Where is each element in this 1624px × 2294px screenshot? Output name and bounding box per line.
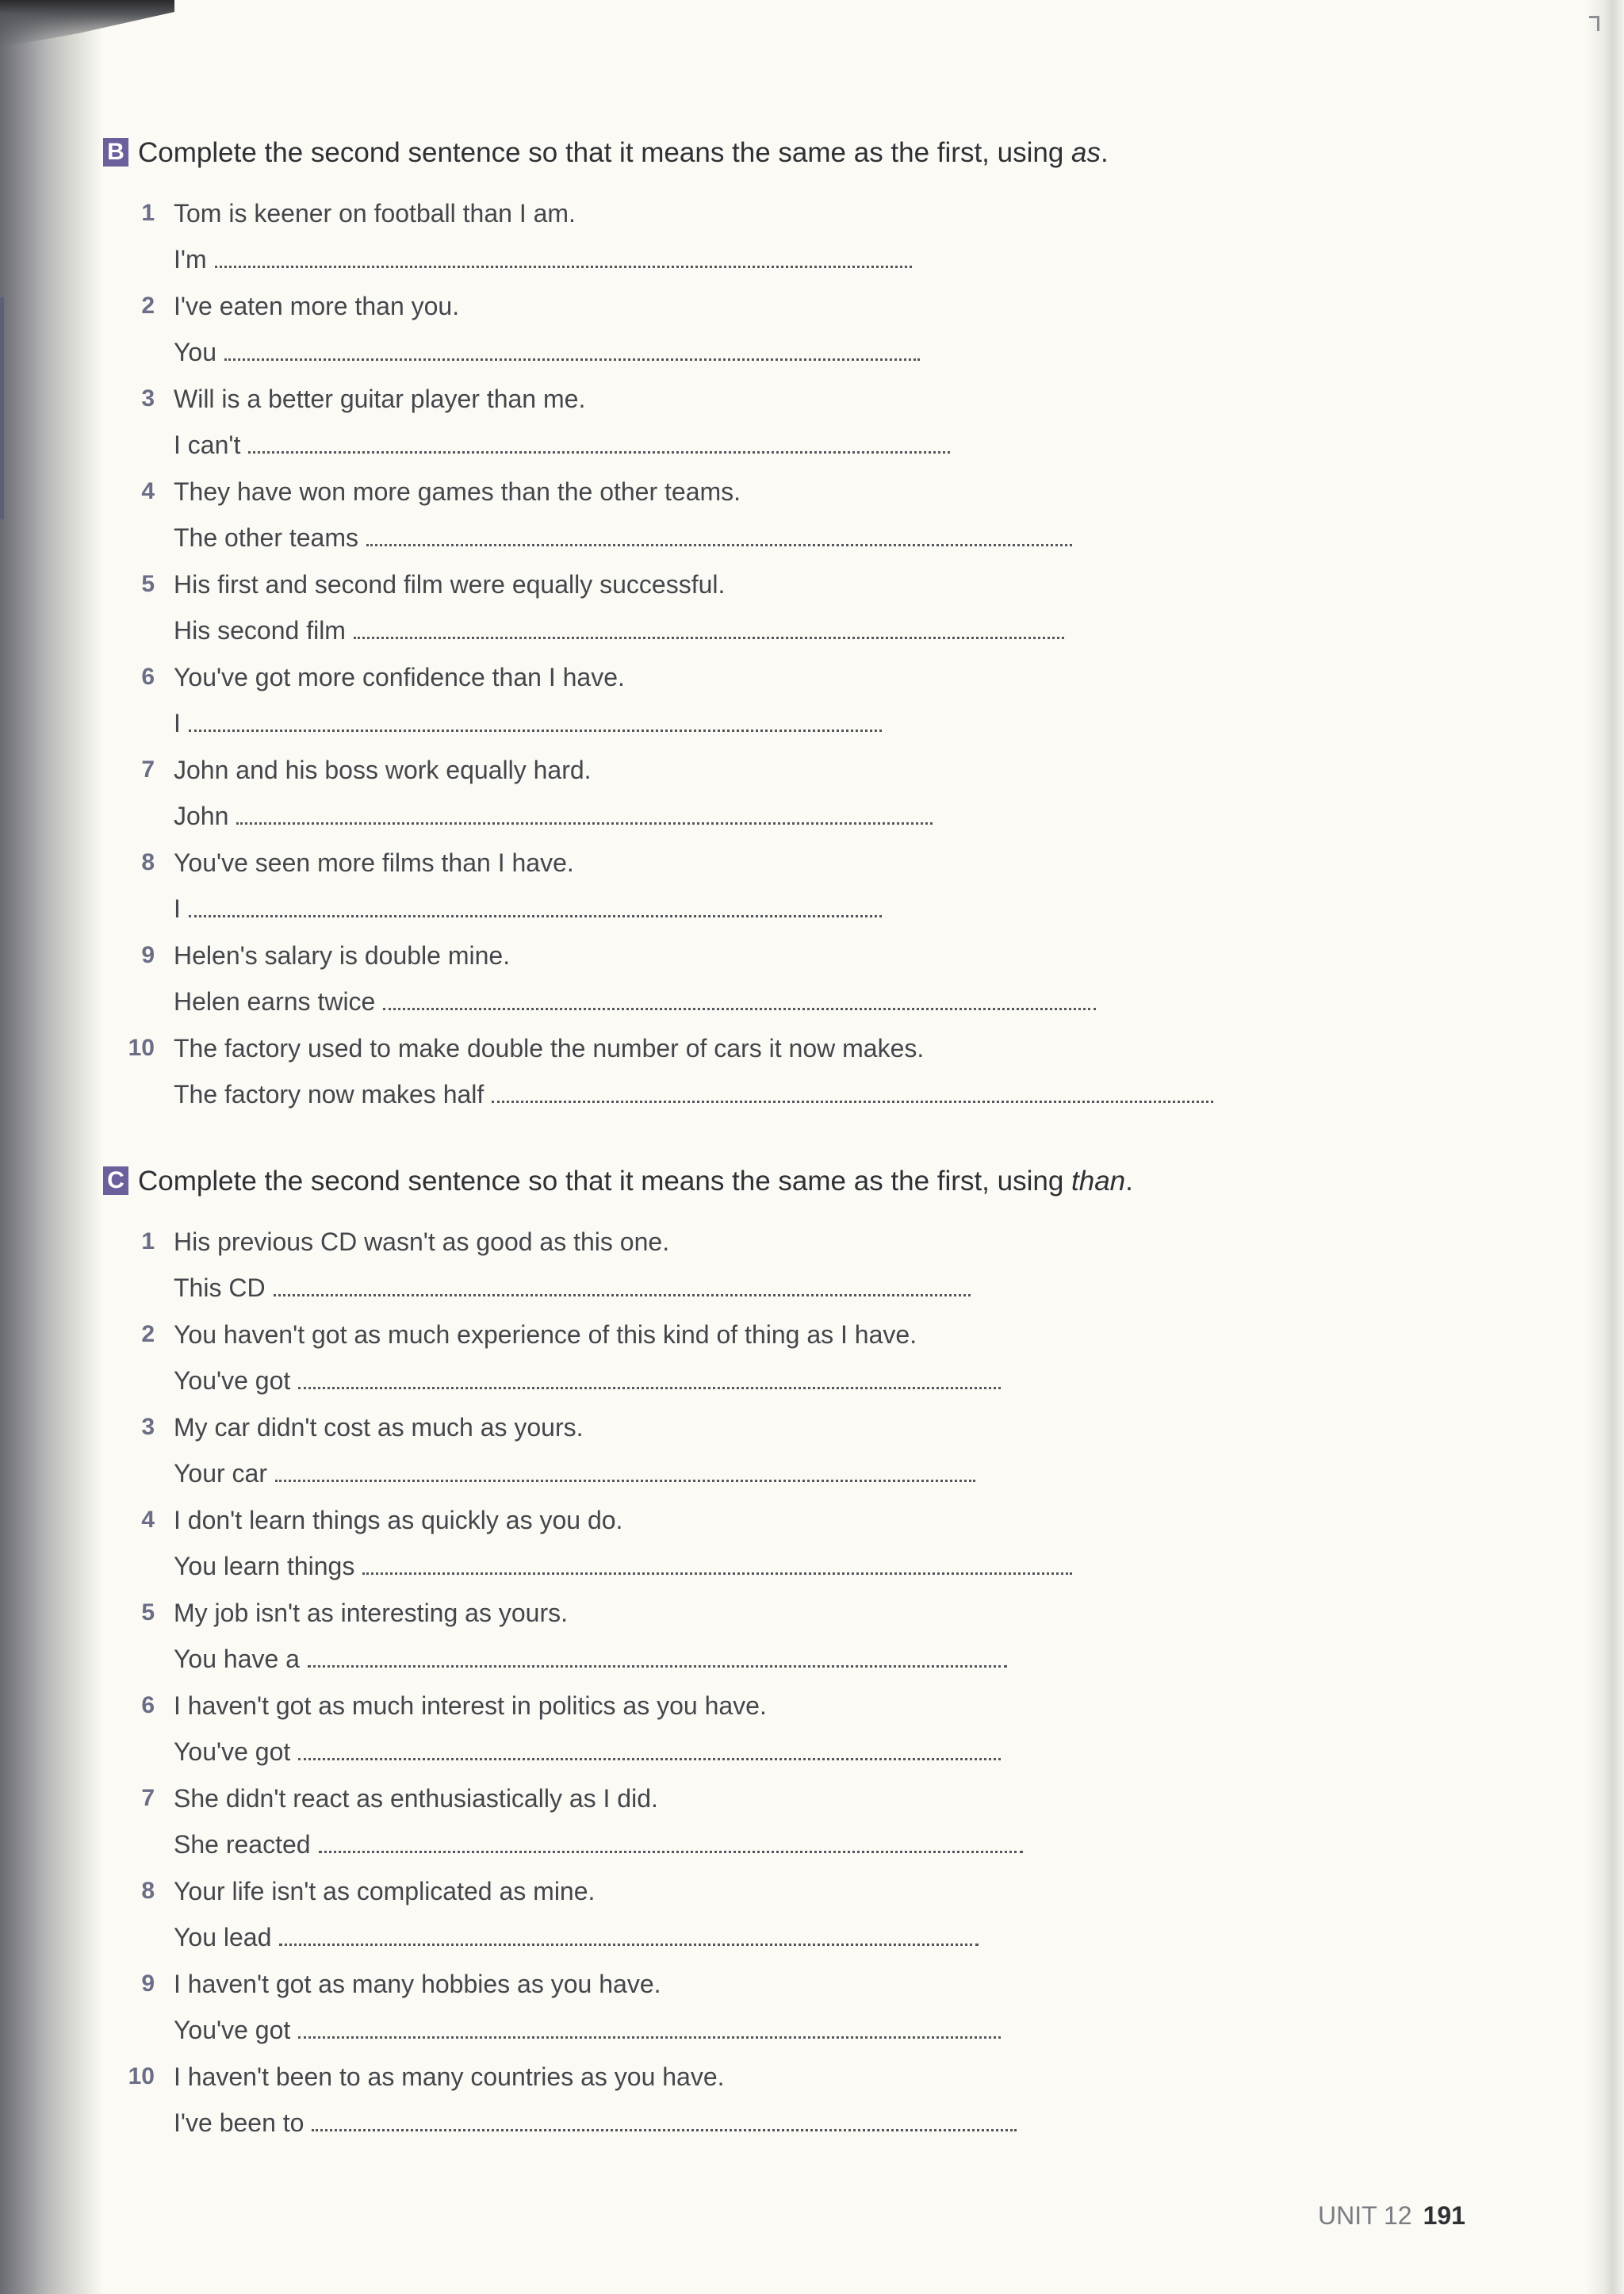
item-sentence: John and his boss work equally hard. bbox=[174, 756, 592, 784]
exercise-item bbox=[103, 1411, 1372, 1504]
answer-blank[interactable] bbox=[298, 2035, 1001, 2039]
item-sentence: Tom is keener on football than I am. bbox=[174, 199, 576, 228]
answer-line[interactable] bbox=[174, 1457, 975, 1489]
item-sentence: Helen's salary is double mine. bbox=[174, 941, 511, 970]
exercise-item bbox=[103, 1968, 1372, 2061]
item-sentence: His previous CD wasn't as good as this one. bbox=[174, 1227, 670, 1256]
exercise-item bbox=[103, 2061, 1372, 2154]
exercise-item bbox=[103, 569, 1372, 661]
edge-mark bbox=[0, 297, 4, 519]
answer-blank[interactable] bbox=[189, 728, 882, 732]
exercise-c-badge: C bbox=[103, 1166, 128, 1195]
item-sentence: She didn't react as enthusiastically as I did. bbox=[174, 1784, 658, 1813]
exercise-item bbox=[103, 1783, 1372, 1875]
page-edge bbox=[1586, 0, 1624, 2294]
answer-blank[interactable] bbox=[362, 1571, 1072, 1575]
exercise-item bbox=[103, 1319, 1372, 1411]
instruction-end: . bbox=[1101, 137, 1109, 168]
answer-line[interactable] bbox=[174, 429, 950, 461]
exercise-item bbox=[103, 383, 1372, 476]
answer-line[interactable] bbox=[174, 986, 1096, 1017]
answer-blank[interactable] bbox=[492, 1099, 1213, 1103]
answer-blank[interactable] bbox=[354, 635, 1064, 639]
exercise-item bbox=[103, 1226, 1372, 1319]
answer-blank[interactable] bbox=[215, 264, 912, 268]
answer-prompt: Helen earns twice bbox=[174, 987, 376, 1016]
item-number: 7 bbox=[141, 756, 155, 783]
answer-prompt: I bbox=[174, 894, 181, 923]
exercise-c-items bbox=[103, 1226, 1372, 2154]
item-sentence: I haven't been to as many countries as you have. bbox=[174, 2062, 725, 2091]
answer-prompt: You've got bbox=[174, 1366, 291, 1395]
answer-blank[interactable] bbox=[275, 1478, 975, 1482]
corner-tick bbox=[1589, 16, 1599, 31]
answer-prompt: I'm bbox=[174, 245, 207, 274]
item-sentence: You've got more confidence than I have. bbox=[174, 663, 625, 691]
answer-prompt: The factory now makes half bbox=[174, 1080, 485, 1109]
answer-blank[interactable] bbox=[366, 542, 1072, 546]
exercise-item bbox=[103, 847, 1372, 940]
answer-prompt: I bbox=[174, 709, 181, 737]
item-sentence: Will is a better guitar player than me. bbox=[174, 385, 586, 413]
item-number: 5 bbox=[141, 1599, 155, 1626]
answer-blank[interactable] bbox=[319, 1849, 1023, 1853]
answer-blank[interactable] bbox=[274, 1293, 971, 1296]
item-number: 8 bbox=[141, 849, 155, 875]
answer-line[interactable] bbox=[174, 1921, 979, 1953]
exercise-item bbox=[103, 1875, 1372, 1968]
instruction-keyword: than bbox=[1071, 1166, 1126, 1197]
answer-line[interactable] bbox=[174, 1736, 1001, 1767]
instruction-text: Complete the second sentence so that it means the same as the first, using bbox=[138, 1166, 1072, 1197]
exercise-item bbox=[103, 1504, 1372, 1597]
page-number: 191 bbox=[1423, 2201, 1465, 2230]
exercise-item bbox=[103, 754, 1372, 847]
answer-line[interactable] bbox=[174, 522, 1072, 553]
answer-line[interactable] bbox=[174, 243, 912, 275]
instruction-keyword: as bbox=[1071, 137, 1101, 168]
instruction-end: . bbox=[1125, 1166, 1133, 1197]
item-number: 1 bbox=[141, 200, 155, 226]
answer-prompt: John bbox=[174, 802, 229, 830]
item-number: 2 bbox=[141, 1321, 155, 1347]
unit-label: UNIT 12 bbox=[1318, 2201, 1412, 2230]
item-number: 4 bbox=[141, 478, 155, 504]
answer-prompt: I can't bbox=[174, 431, 241, 459]
item-sentence: My car didn't cost as much as yours. bbox=[174, 1413, 584, 1442]
answer-line[interactable] bbox=[174, 615, 1064, 646]
exercise-item bbox=[103, 661, 1372, 754]
answer-prompt: The other teams bbox=[174, 523, 358, 552]
exercise-item bbox=[103, 1597, 1372, 1690]
answer-prompt: You learn things bbox=[174, 1552, 355, 1580]
answer-prompt: You bbox=[174, 338, 216, 366]
answer-blank[interactable] bbox=[298, 1385, 1001, 1389]
item-sentence: I haven't got as much interest in politics as you have. bbox=[174, 1691, 767, 1720]
answer-prompt: Your car bbox=[174, 1459, 267, 1488]
item-number: 7 bbox=[141, 1785, 155, 1811]
answer-line[interactable] bbox=[174, 2107, 1017, 2139]
answer-line[interactable] bbox=[174, 1272, 971, 1304]
exercise-c bbox=[103, 1166, 1372, 2154]
answer-prompt: You've got bbox=[174, 2016, 291, 2044]
answer-line[interactable] bbox=[174, 1550, 1072, 1582]
binding-shadow bbox=[0, 0, 103, 2294]
answer-blank[interactable] bbox=[248, 450, 950, 454]
item-number: 5 bbox=[141, 571, 155, 597]
item-number: 8 bbox=[141, 1878, 155, 1904]
item-number: 6 bbox=[141, 1692, 155, 1718]
answer-line[interactable] bbox=[174, 707, 882, 739]
item-sentence: They have won more games than the other teams. bbox=[174, 477, 741, 506]
item-number: 10 bbox=[128, 2063, 155, 2089]
instruction-text: Complete the second sentence so that it means the same as the first, using bbox=[138, 137, 1072, 168]
answer-prompt: I've been to bbox=[174, 2108, 304, 2137]
answer-blank[interactable] bbox=[189, 913, 882, 917]
item-sentence: I haven't got as many hobbies as you have. bbox=[174, 1970, 661, 1998]
answer-blank[interactable] bbox=[236, 821, 933, 825]
answer-blank[interactable] bbox=[312, 2127, 1017, 2131]
item-number: 3 bbox=[141, 385, 155, 412]
answer-blank[interactable] bbox=[279, 1942, 979, 1946]
exercise-item bbox=[103, 1032, 1372, 1125]
item-number: 9 bbox=[141, 942, 155, 968]
exercise-b bbox=[103, 137, 1372, 1125]
item-sentence: His first and second film were equally successful. bbox=[174, 570, 726, 599]
answer-blank[interactable] bbox=[224, 357, 920, 361]
exercise-c-instruction bbox=[103, 1166, 1372, 1201]
item-sentence: I've eaten more than you. bbox=[174, 292, 460, 320]
answer-line[interactable] bbox=[174, 893, 882, 925]
exercise-b-items bbox=[103, 197, 1372, 1125]
item-number: 10 bbox=[128, 1035, 155, 1061]
item-number: 2 bbox=[141, 293, 155, 319]
item-number: 4 bbox=[141, 1507, 155, 1533]
item-number: 3 bbox=[141, 1414, 155, 1440]
item-sentence: You haven't got as much experience of this kind of thing as I have. bbox=[174, 1320, 917, 1349]
answer-prompt: This CD bbox=[174, 1273, 266, 1302]
exercise-b-badge: B bbox=[103, 138, 128, 167]
exercise-item bbox=[103, 290, 1372, 383]
answer-prompt: You lead bbox=[174, 1923, 272, 1951]
answer-line[interactable] bbox=[174, 1078, 1213, 1110]
exercise-item bbox=[103, 940, 1372, 1032]
page-footer bbox=[1318, 2201, 1465, 2231]
answer-prompt: His second film bbox=[174, 616, 346, 645]
answer-line[interactable] bbox=[174, 800, 933, 832]
exercise-item bbox=[103, 476, 1372, 569]
item-number: 1 bbox=[141, 1228, 155, 1254]
item-sentence: My job isn't as interesting as yours. bbox=[174, 1599, 568, 1627]
exercise-b-instruction bbox=[103, 137, 1372, 172]
answer-prompt: She reacted bbox=[174, 1830, 311, 1859]
answer-prompt: You've got bbox=[174, 1737, 291, 1766]
exercise-item bbox=[103, 1690, 1372, 1783]
item-sentence: You've seen more films than I have. bbox=[174, 848, 574, 877]
item-number: 6 bbox=[141, 664, 155, 690]
answer-prompt: You have a bbox=[174, 1645, 300, 1673]
answer-blank[interactable] bbox=[383, 1006, 1096, 1010]
answer-line[interactable] bbox=[174, 1365, 1001, 1396]
answer-blank[interactable] bbox=[298, 1756, 1001, 1760]
answer-blank[interactable] bbox=[308, 1664, 1007, 1668]
item-number: 9 bbox=[141, 1970, 155, 1997]
exercise-item bbox=[103, 197, 1372, 290]
item-sentence: Your life isn't as complicated as mine. bbox=[174, 1877, 596, 1905]
answer-line[interactable] bbox=[174, 1829, 1023, 1860]
answer-line[interactable] bbox=[174, 1643, 1007, 1675]
item-sentence: The factory used to make double the number of cars it now makes. bbox=[174, 1034, 925, 1063]
answer-line[interactable] bbox=[174, 336, 920, 368]
answer-line[interactable] bbox=[174, 2014, 1001, 2046]
item-sentence: I don't learn things as quickly as you do. bbox=[174, 1506, 623, 1534]
